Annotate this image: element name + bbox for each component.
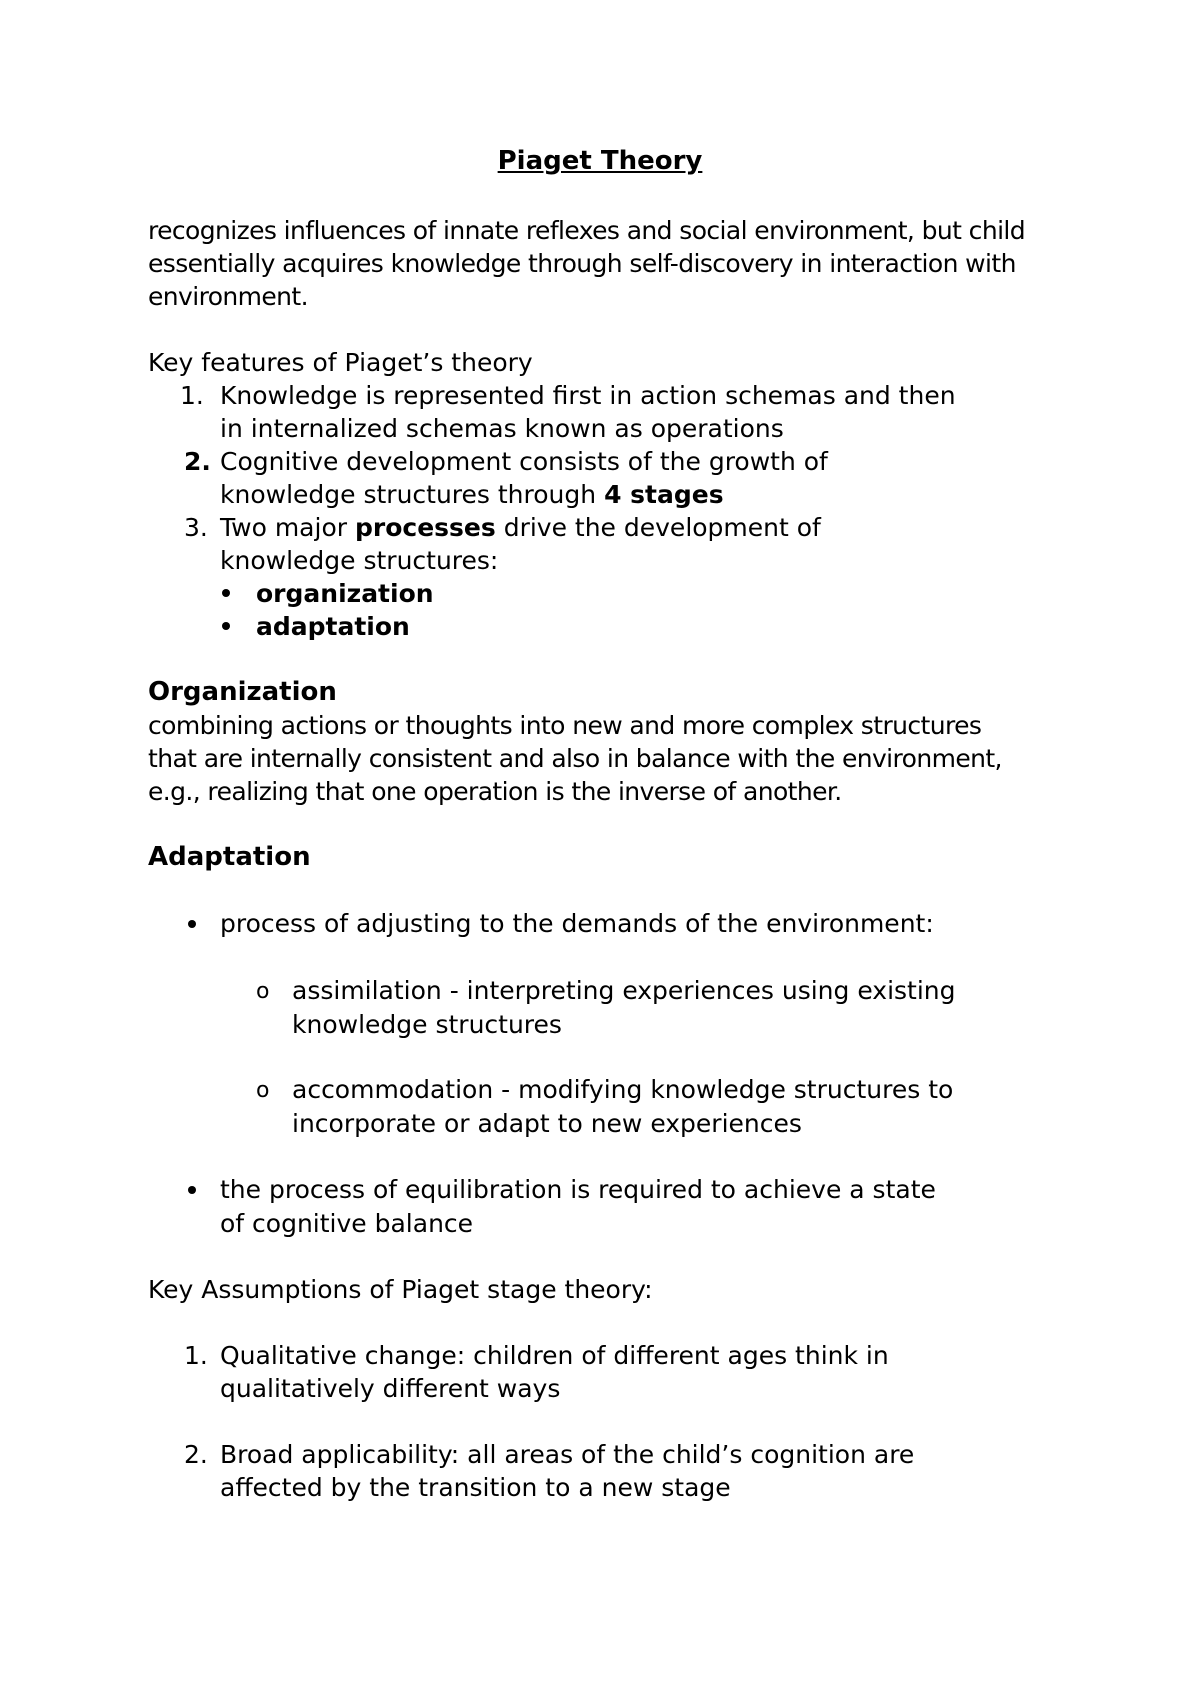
feature-2-line-1: Cognitive development consists of the growth of	[220, 447, 828, 476]
assumption-2-line-1: Broad applicability: all areas of the child’s cognition are	[220, 1440, 915, 1469]
feature-2-number: 2.	[184, 447, 211, 476]
feature-3-number: 3.	[184, 513, 208, 542]
assumptions-heading: Key Assumptions of Piaget stage theory:	[148, 1275, 653, 1304]
assumption-1-line-1: Qualitative change: children of different ages think in	[220, 1341, 889, 1370]
feature-3-line-2: knowledge structures:	[220, 546, 499, 575]
sub-bullet-adaptation: adaptation	[256, 612, 410, 641]
accommodation-line-2: incorporate or adapt to new experiences	[292, 1109, 802, 1138]
intro-line-2: essentially acquires knowledge through self-discovery in interaction with	[148, 249, 1016, 278]
equilibration-line-2: of cognitive balance	[220, 1209, 474, 1238]
feature-3-text-c: drive the development of	[495, 513, 821, 542]
feature-3-processes: processes	[354, 513, 496, 542]
assumption-1-number: 1.	[184, 1341, 208, 1370]
feature-2-line-2-text: knowledge structures through	[220, 480, 605, 509]
bullet-icon	[222, 589, 230, 597]
assimilation-line-2: knowledge structures	[292, 1010, 562, 1039]
adaptation-bullet-1: process of adjusting to the demands of the environment:	[220, 909, 934, 938]
feature-1-line-1: Knowledge is represented first in action schemas and then	[220, 381, 956, 410]
assumption-2-number: 2.	[184, 1440, 208, 1469]
circle-bullet-icon: o	[256, 979, 270, 1004]
organization-line-3: e.g., realizing that one operation is the inverse of another.	[148, 777, 842, 806]
bullet-icon	[188, 1186, 196, 1194]
key-features-heading: Key features of Piaget’s theory	[148, 348, 533, 377]
feature-1-line-2: in internalized schemas known as operations	[220, 414, 784, 443]
accommodation-line-1: accommodation - modifying knowledge structures to	[292, 1075, 954, 1104]
bullet-icon	[222, 622, 230, 630]
circle-bullet-icon: o	[256, 1078, 270, 1103]
assumption-2-line-2: affected by the transition to a new stage	[220, 1473, 731, 1502]
intro-line-3: environment.	[148, 282, 308, 311]
equilibration-line-1: the process of equilibration is required to achieve a state	[220, 1175, 936, 1204]
feature-2-line-2	[220, 478, 724, 511]
bullet-icon	[188, 920, 196, 928]
organization-line-1: combining actions or thoughts into new and more complex structures	[148, 711, 982, 740]
assimilation-line-1: assimilation - interpreting experiences using existing	[292, 976, 956, 1005]
feature-3-line-1	[220, 511, 821, 544]
assumption-1-line-2: qualitatively different ways	[220, 1374, 561, 1403]
adaptation-heading: Adaptation	[148, 842, 311, 872]
intro-line-1: recognizes influences of innate reflexes and social environment, but child	[148, 216, 1026, 245]
organization-heading: Organization	[148, 677, 337, 707]
sub-bullet-organization: organization	[256, 579, 434, 608]
feature-1-number: 1.	[180, 381, 204, 410]
feature-3-text-a: Two major	[220, 513, 355, 542]
organization-line-2: that are internally consistent and also in balance with the environment,	[148, 744, 1002, 773]
feature-2-stages: 4 stages	[604, 480, 724, 509]
page-title: Piaget Theory	[497, 146, 703, 176]
